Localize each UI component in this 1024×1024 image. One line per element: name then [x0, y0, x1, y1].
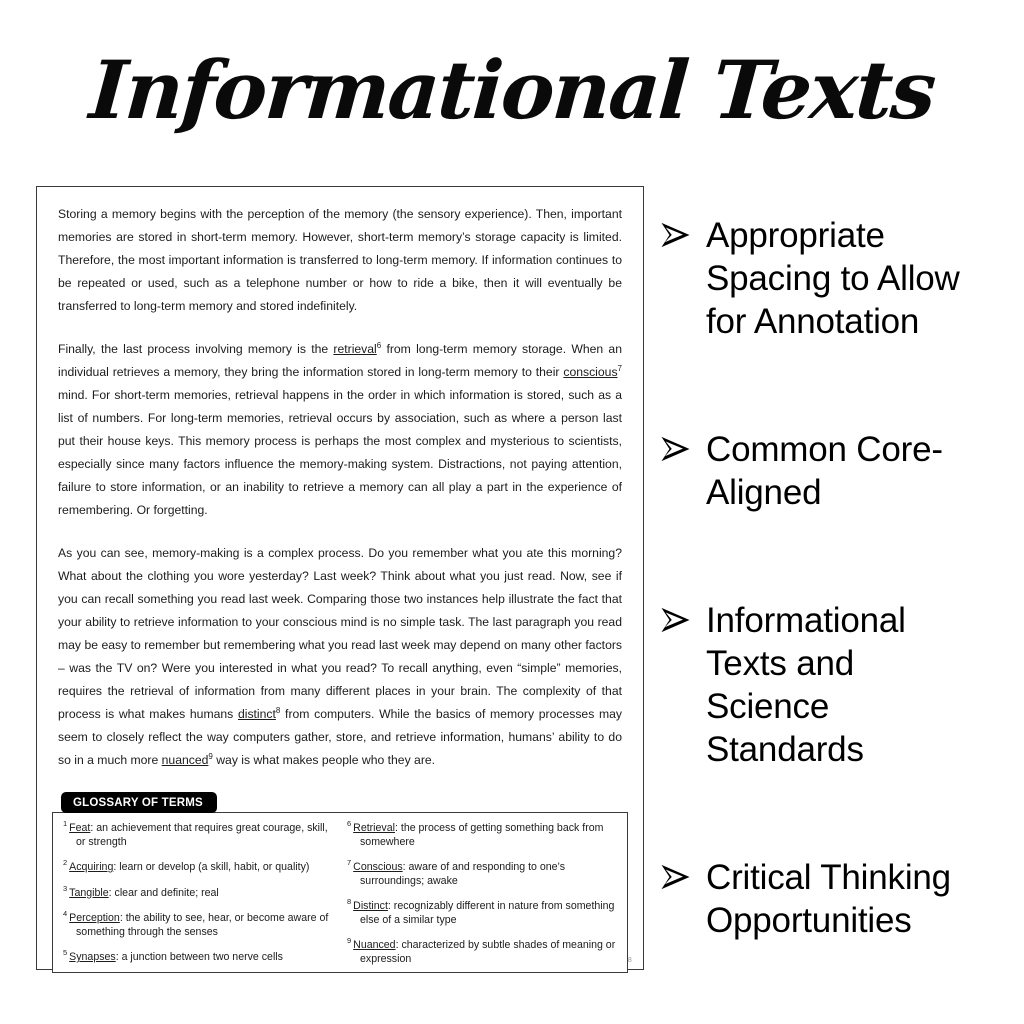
glossary-separator: :: [402, 861, 409, 873]
document-paragraph: Finally, the last process involving memory is the retrieval$^6$ from long-term memory storage. When an individual retrieves a memory, they bring the information stored in long-term memory to their conscious$^7$ mind. For short-term memories, retrieval happens in the order in which information is stored, such as a list of numbers. For long-term memories, retrieval occurs by association, such as where a person last put their house keys. This memory process is perhaps the most complex and mysterious to scientists, especially since many factors influence the memory-making system. Distractions, not paying attention, failure to store information, or an inability to retrieve a memory can all play a part in the experience of remembering. Or forgetting.: [58, 340, 622, 517]
arrow-bullet-icon: [660, 856, 706, 891]
glossary-term: Perception: [69, 912, 120, 924]
glossary-separator: :: [394, 822, 401, 834]
arrow-bullet-icon: [660, 599, 706, 634]
glossary-item-number: 9: [347, 936, 352, 946]
highlight-item: [660, 214, 1008, 343]
glossary-definition: an achievement that requires great courage, skill, or strength: [76, 822, 328, 848]
glossary-term: Nuanced: [353, 939, 396, 951]
glossary-term: Retrieval: [353, 822, 395, 834]
footer-page-number: 8: [627, 957, 632, 964]
glossary-term: Feat: [69, 822, 91, 834]
glossary-item-number: 7: [347, 858, 352, 868]
highlight-item: [660, 856, 1008, 942]
glossary-item: [347, 819, 617, 849]
glossary-definition: a junction between two nerve cells: [121, 951, 283, 963]
glossary-definition: recognizably different in nature from something else of a similar type: [360, 900, 615, 926]
glossary-item-number: 6: [347, 819, 352, 829]
glossary-term: Distinct: [353, 900, 388, 912]
glossary-separator: :: [108, 886, 115, 899]
glossary-separator: :: [90, 822, 97, 834]
glossary-term: Acquiring: [69, 861, 114, 873]
document-text: [58, 203, 622, 772]
glossary-item: [63, 858, 333, 875]
page-title: Informational Texts: [86, 43, 938, 137]
glossary-item-number: 1: [63, 819, 68, 829]
glossary-box: [52, 812, 628, 973]
glossary-definition: clear and definite; real: [114, 886, 219, 899]
glossary-item: [63, 909, 333, 939]
glossary: [52, 792, 628, 973]
glossary-item: [347, 936, 617, 966]
glossary-item-number: 8: [347, 897, 352, 907]
glossary-item: [347, 858, 617, 888]
glossary-item-number: 2: [63, 858, 68, 868]
highlight-label: Informational Texts and Science Standards: [706, 601, 906, 769]
glossary-column-left: [63, 819, 333, 966]
glossary-column-right: [347, 819, 617, 966]
highlight-item: [660, 599, 1008, 771]
highlight-label: Appropriate Spacing to Allow for Annotation: [706, 216, 960, 341]
arrow-bullet-icon: [660, 214, 706, 249]
glossary-header: GLOSSARY OF TERMS: [61, 792, 217, 813]
highlights-list: [660, 214, 1008, 942]
glossary-definition: the ability to see, hear, or become aware of something through the senses: [76, 912, 329, 938]
highlight-label: Common Core-Aligned: [706, 430, 943, 512]
glossary-item-number: 4: [63, 909, 68, 919]
glossary-separator: :: [387, 900, 394, 912]
glossary-definition: characterized by subtle shades of meaning or expression: [360, 939, 616, 965]
glossary-item: [63, 883, 333, 901]
document-page: [36, 186, 644, 970]
glossary-separator: :: [115, 951, 122, 963]
glossary-separator: :: [395, 939, 402, 951]
glossary-item-number: 3: [63, 883, 68, 893]
glossary-item: [347, 897, 617, 927]
glossary-item-number: 5: [63, 948, 68, 958]
glossary-separator: :: [113, 861, 120, 873]
glossary-definition: the process of getting something back from somewhere: [360, 822, 604, 848]
glossary-item: [63, 819, 333, 849]
glossary-term: Conscious: [353, 861, 403, 873]
glossary-term: Synapses: [69, 951, 116, 963]
glossary-definition: aware of and responding to one’s surroundings; awake: [360, 861, 566, 887]
glossary-item: [63, 948, 333, 965]
document-paragraph: As you can see, memory-making is a complex process. Do you remember what you ate this morning? What about the clothing you wore yesterday? Last week? Think about what you just read. Now, see if you can recall something you read last week. Comparing those two instances help illustrate the fact that your ability to retrieve information to your conscious mind is no simple task. The last paragraph you read may be easy to remember but remembering what you read last week may depend on many other factors – was the TV on? Were you interested in what you read? To recall anything, even “simple” memories, requires the retrieval of information from many different places in your brain. The complexity of that process is what makes humans distinct$^8$ from computers. While the basics of memory processes may seem to closely reflect the way computers gather, store, and retrieve information, humans’ ability to do so in a much more nuanced$^9$ way is what makes people who they are.: [58, 546, 623, 767]
highlight-item: [660, 428, 1008, 514]
glossary-separator: :: [119, 912, 126, 924]
highlight-label: Critical Thinking Opportunities: [706, 858, 951, 940]
glossary-definition: learn or develop (a skill, habit, or quality): [119, 861, 310, 873]
arrow-bullet-icon: [660, 428, 706, 463]
glossary-term: Tangible: [69, 886, 109, 899]
document-paragraph: Storing a memory begins with the perception of the memory (the sensory experience). Then, important memories are stored in short-term memory. However, short-term memory’s storage capacity is limited. Therefore, the most important information is transferred to long-term memory. If information continues to be repeated or used, such as a telephone number or how to ride a bike, then it will eventually be transferred to long-term memory and stored indefinitely.: [58, 207, 622, 313]
